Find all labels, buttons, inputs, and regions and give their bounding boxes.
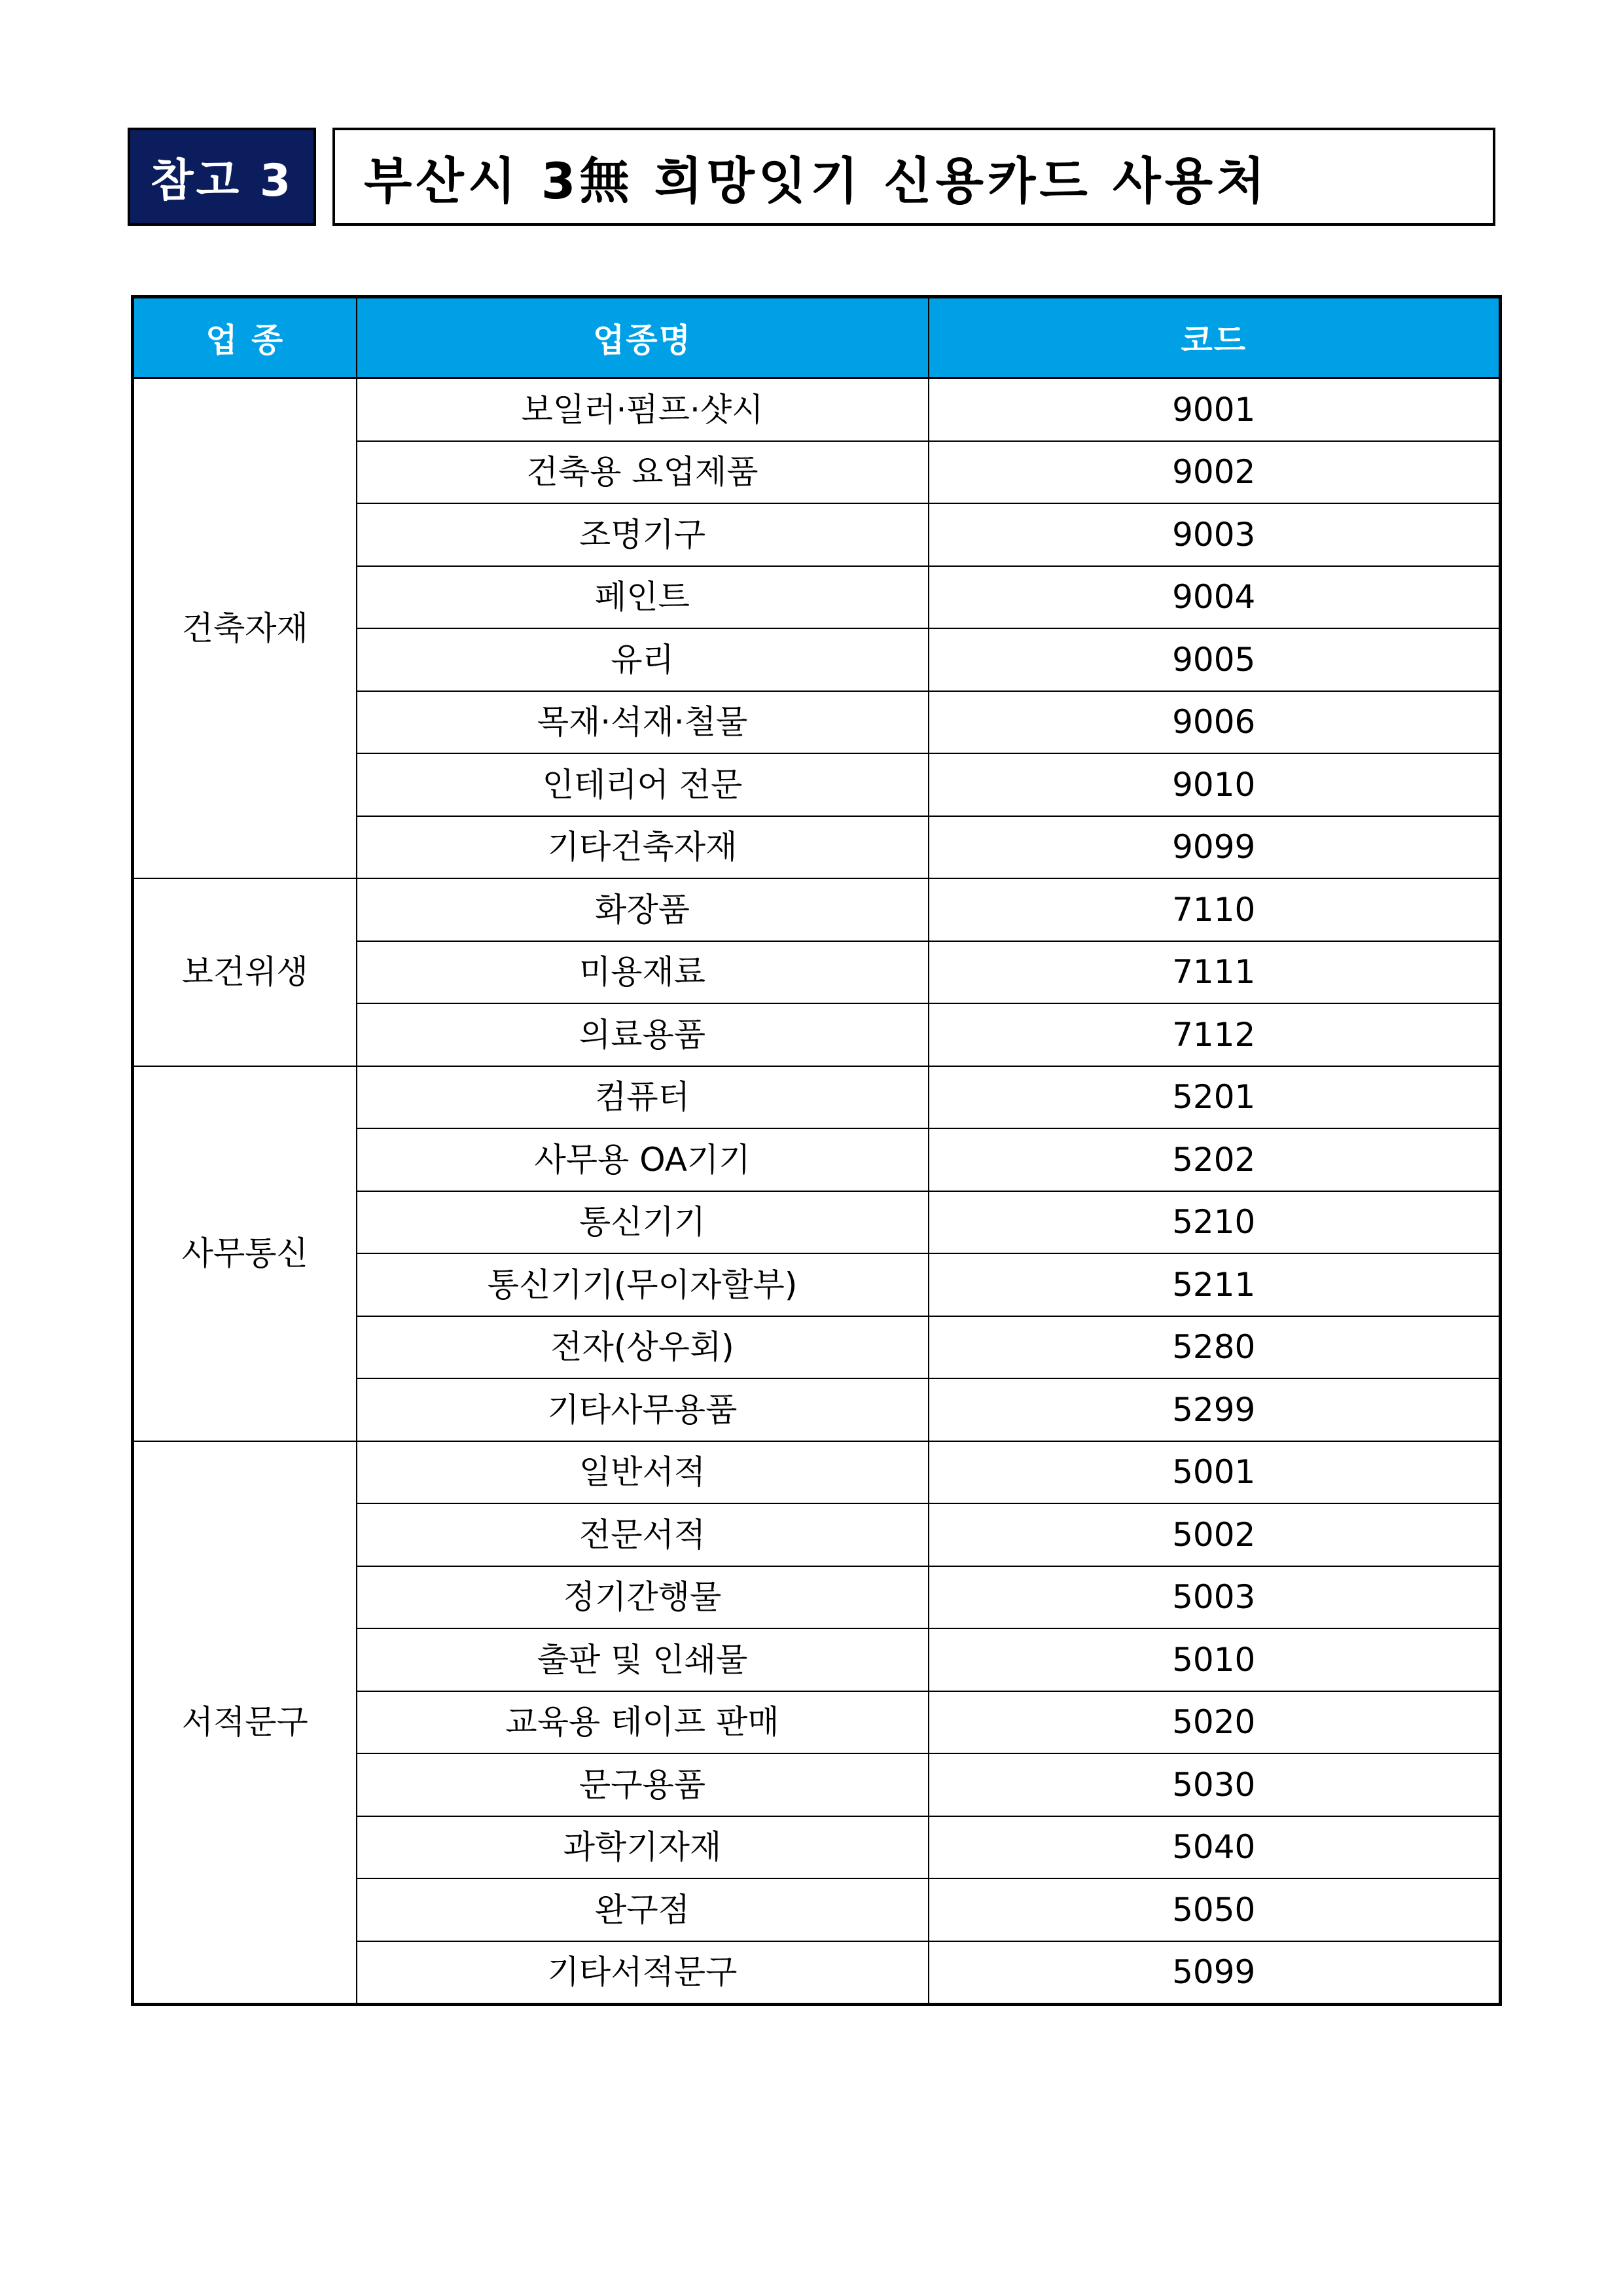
category-cell: 건축자재 bbox=[133, 378, 357, 879]
business-name-cell: 문구용품 bbox=[357, 1753, 929, 1816]
business-name-cell: 컴퓨터 bbox=[357, 1066, 929, 1129]
category-cell: 서적문구 bbox=[133, 1441, 357, 2005]
code-cell: 9005 bbox=[929, 628, 1501, 691]
business-name-cell: 보일러·펌프·샷시 bbox=[357, 378, 929, 441]
business-name-cell: 유리 bbox=[357, 628, 929, 691]
business-name-cell: 목재·석재·철물 bbox=[357, 691, 929, 754]
code-cell: 9002 bbox=[929, 441, 1501, 504]
business-name-cell: 조명기구 bbox=[357, 503, 929, 566]
business-name-cell: 의료용품 bbox=[357, 1003, 929, 1066]
business-name-cell: 통신기기 bbox=[357, 1191, 929, 1254]
code-cell: 7111 bbox=[929, 941, 1501, 1004]
code-cell: 9004 bbox=[929, 566, 1501, 629]
code-cell: 5020 bbox=[929, 1691, 1501, 1754]
code-cell: 5210 bbox=[929, 1191, 1501, 1254]
business-name-cell: 통신기기(무이자할부) bbox=[357, 1253, 929, 1316]
business-name-cell: 사무용 OA기기 bbox=[357, 1128, 929, 1191]
code-cell: 5211 bbox=[929, 1253, 1501, 1316]
code-cell: 5010 bbox=[929, 1628, 1501, 1691]
code-cell: 5030 bbox=[929, 1753, 1501, 1816]
business-name-cell: 인테리어 전문 bbox=[357, 753, 929, 816]
code-cell: 5099 bbox=[929, 1941, 1501, 2005]
code-cell: 5003 bbox=[929, 1566, 1501, 1629]
code-cell: 9001 bbox=[929, 378, 1501, 441]
code-cell: 5050 bbox=[929, 1878, 1501, 1941]
code-cell: 9003 bbox=[929, 503, 1501, 566]
column-header-name: 업종명 bbox=[357, 297, 929, 378]
business-name-cell: 정기간행물 bbox=[357, 1566, 929, 1629]
table-body bbox=[133, 378, 1501, 2005]
code-cell: 9006 bbox=[929, 691, 1501, 754]
code-cell: 5280 bbox=[929, 1316, 1501, 1379]
business-name-cell: 화장품 bbox=[357, 878, 929, 941]
business-name-cell: 과학기자재 bbox=[357, 1816, 929, 1879]
code-cell: 9099 bbox=[929, 816, 1501, 879]
business-name-cell: 기타건축자재 bbox=[357, 816, 929, 879]
code-cell: 5040 bbox=[929, 1816, 1501, 1879]
business-name-cell: 기타서적문구 bbox=[357, 1941, 929, 2005]
business-name-cell: 미용재료 bbox=[357, 941, 929, 1004]
table-row bbox=[133, 378, 1501, 441]
code-cell: 5299 bbox=[929, 1378, 1501, 1441]
code-cell: 7112 bbox=[929, 1003, 1501, 1066]
merchant-table bbox=[131, 295, 1502, 2006]
business-name-cell: 건축용 요업제품 bbox=[357, 441, 929, 504]
business-name-cell: 교육용 테이프 판매 bbox=[357, 1691, 929, 1754]
table-header-row bbox=[133, 297, 1501, 378]
code-cell: 5202 bbox=[929, 1128, 1501, 1191]
table-row bbox=[133, 1066, 1501, 1129]
page-title: 부산시 3無 희망잇기 신용카드 사용처 bbox=[332, 128, 1495, 226]
business-name-cell: 기타사무용품 bbox=[357, 1378, 929, 1441]
category-cell: 보건위생 bbox=[133, 878, 357, 1066]
business-name-cell: 페인트 bbox=[357, 566, 929, 629]
table-row bbox=[133, 1441, 1501, 1504]
code-cell: 7110 bbox=[929, 878, 1501, 941]
code-cell: 9010 bbox=[929, 753, 1501, 816]
business-name-cell: 전자(상우회) bbox=[357, 1316, 929, 1379]
code-cell: 5201 bbox=[929, 1066, 1501, 1129]
business-name-cell: 완구점 bbox=[357, 1878, 929, 1941]
business-name-cell: 출판 및 인쇄물 bbox=[357, 1628, 929, 1691]
column-header-code: 코드 bbox=[929, 297, 1501, 378]
business-name-cell: 전문서적 bbox=[357, 1503, 929, 1566]
table-row bbox=[133, 878, 1501, 941]
code-cell: 5001 bbox=[929, 1441, 1501, 1504]
merchant-table-container bbox=[131, 295, 1499, 2006]
business-name-cell: 일반서적 bbox=[357, 1441, 929, 1504]
column-header-category: 업 종 bbox=[133, 297, 357, 378]
category-cell: 사무통신 bbox=[133, 1066, 357, 1441]
reference-label: 참고 3 bbox=[128, 128, 316, 226]
code-cell: 5002 bbox=[929, 1503, 1501, 1566]
